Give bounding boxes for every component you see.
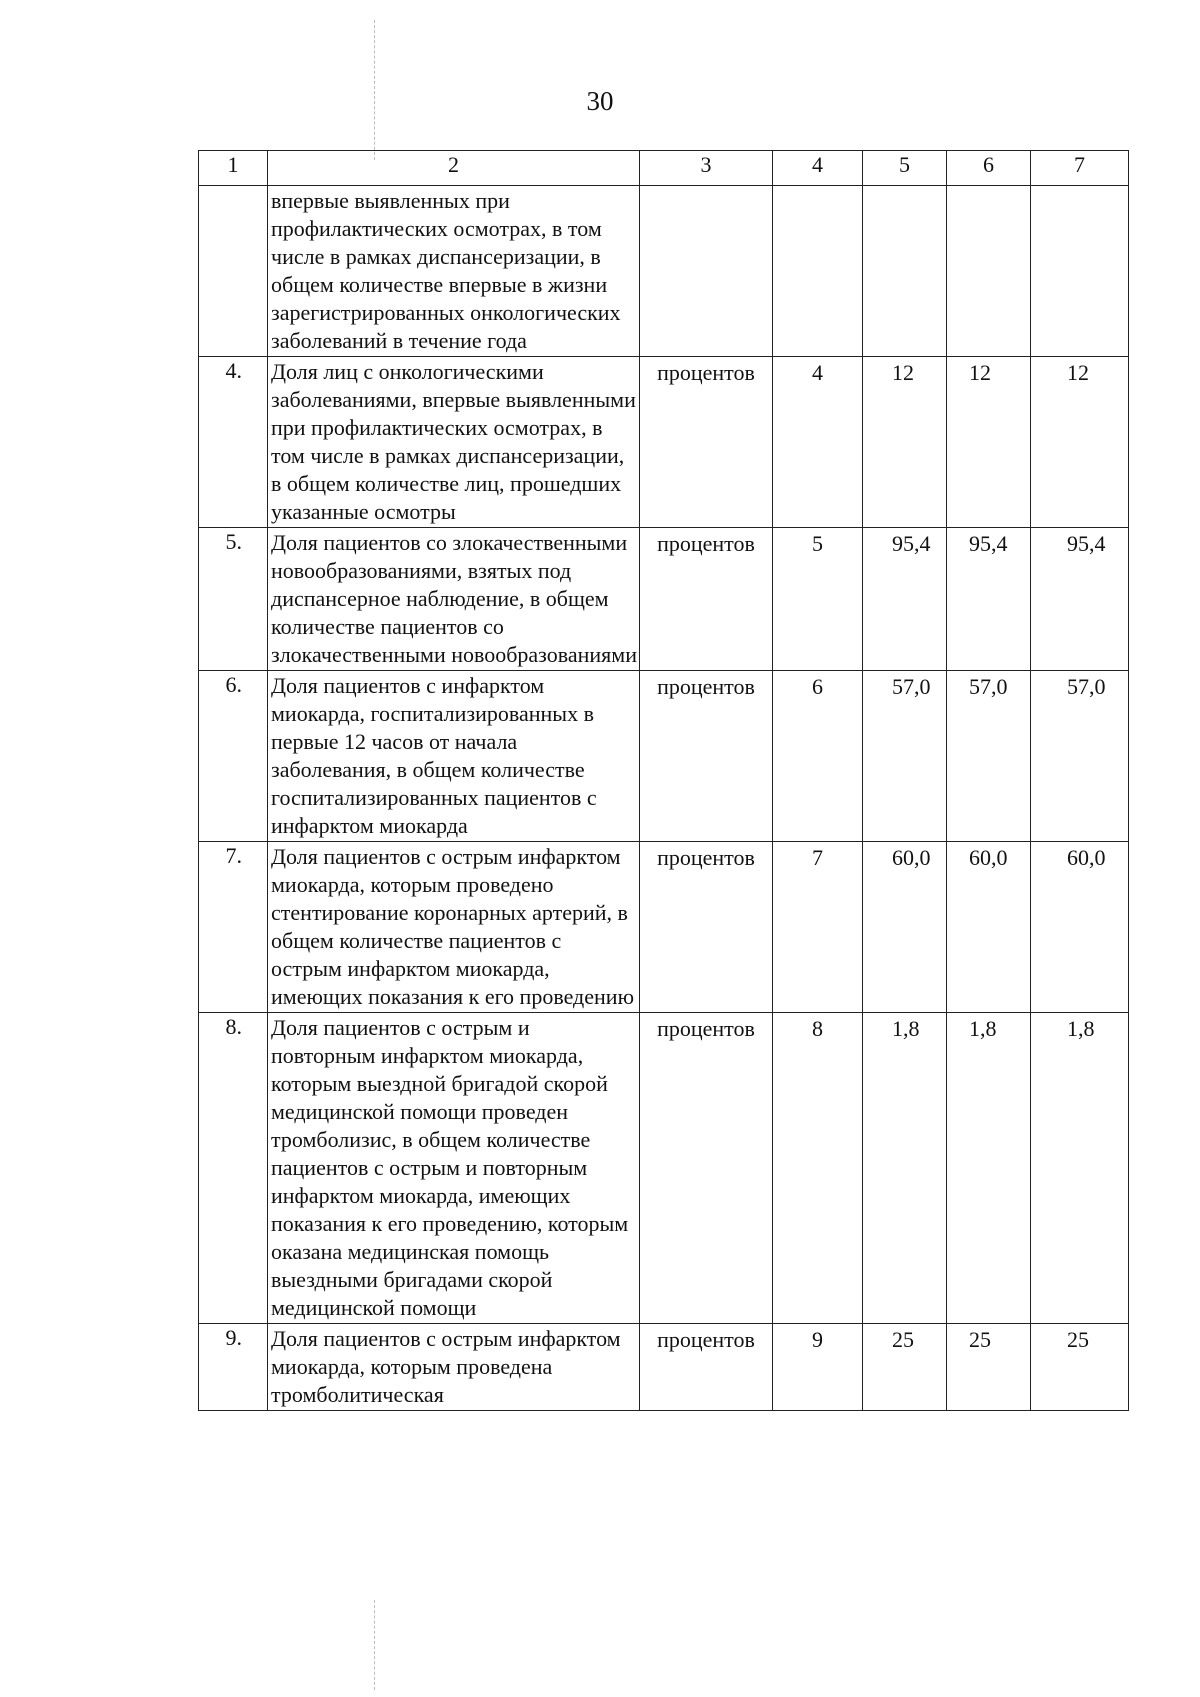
value-col-6: 1,8 (947, 1013, 1031, 1324)
value-col-5: 95,4 (863, 528, 947, 671)
header-cell-4: 4 (773, 151, 863, 186)
value-col-7 (1031, 186, 1129, 357)
header-cell-1: 1 (199, 151, 268, 186)
value-col-6: 25 (947, 1324, 1031, 1411)
unit-cell: процентов (640, 1013, 773, 1324)
unit-cell: процентов (640, 842, 773, 1013)
table-row (199, 528, 1129, 671)
unit-cell: процентов (640, 671, 773, 842)
unit-cell (640, 186, 773, 357)
value-col-4: 8 (773, 1013, 863, 1324)
indicator-name: Доля пациентов со злокачественными новообразованиями, взятых под диспансерное наблюдение, в общем количестве пациентов со злокачественными новообразованиями (268, 528, 640, 671)
value-col-4: 7 (773, 842, 863, 1013)
header-cell-5: 5 (863, 151, 947, 186)
table-row (199, 671, 1129, 842)
header-cell-3: 3 (640, 151, 773, 186)
value-col-4: 5 (773, 528, 863, 671)
indicators-table (198, 150, 1129, 1411)
table-header-row (199, 151, 1129, 186)
header-cell-7: 7 (1031, 151, 1129, 186)
page-number: 30 (586, 86, 614, 116)
value-col-6: 60,0 (947, 842, 1031, 1013)
scan-artifact-line-top (374, 20, 375, 160)
indicator-name: Доля пациентов с инфарктом миокарда, госпитализированных в первые 12 часов от начала заболевания, в общем количестве госпитализированных пациентов с инфарктом миокарда (268, 671, 640, 842)
indicator-name: впервые выявленных при профилактических осмотрах, в том числе в рамках диспансеризации, в общем количестве впервые в жизни зарегистрированных онкологических заболеваний в течение года (268, 186, 640, 357)
unit-cell: процентов (640, 1324, 773, 1411)
value-col-6 (947, 186, 1031, 357)
scan-artifact-line-bottom (374, 1600, 375, 1690)
unit-cell: процентов (640, 357, 773, 528)
row-number: 5. (199, 528, 268, 671)
value-col-6: 12 (947, 357, 1031, 528)
row-number (199, 186, 268, 357)
unit-cell: процентов (640, 528, 773, 671)
header-cell-6: 6 (947, 151, 1031, 186)
value-col-5 (863, 186, 947, 357)
value-col-5: 12 (863, 357, 947, 528)
indicator-name: Доля пациентов с острым инфарктом миокарда, которым проведено стентирование коронарных артерий, в общем количестве пациентов с острым инфарктом миокарда, имеющих показания к его проведению (268, 842, 640, 1013)
indicator-name: Доля пациентов с острым и повторным инфарктом миокарда, которым выездной бригадой скорой медицинской помощи проведен тромболизис, в общем количестве пациентов с острым и повторным инфарктом миокарда, имеющих показания к его проведению, которым оказана медицинская помощь выездными бригадами скорой медицинской помощи (268, 1013, 640, 1324)
table-row (199, 1013, 1129, 1324)
row-number: 6. (199, 671, 268, 842)
indicator-name: Доля пациентов с острым инфарктом миокарда, которым проведена тромболитическая (268, 1324, 640, 1411)
value-col-5: 57,0 (863, 671, 947, 842)
value-col-6: 57,0 (947, 671, 1031, 842)
table-row (199, 357, 1129, 528)
value-col-7: 60,0 (1031, 842, 1129, 1013)
table-row (199, 186, 1129, 357)
value-col-7: 1,8 (1031, 1013, 1129, 1324)
row-number: 7. (199, 842, 268, 1013)
value-col-6: 95,4 (947, 528, 1031, 671)
header-cell-2: 2 (268, 151, 640, 186)
row-number: 9. (199, 1324, 268, 1411)
row-number: 4. (199, 357, 268, 528)
value-col-7: 57,0 (1031, 671, 1129, 842)
value-col-4: 9 (773, 1324, 863, 1411)
value-col-5: 25 (863, 1324, 947, 1411)
row-number: 8. (199, 1013, 268, 1324)
value-col-7: 12 (1031, 357, 1129, 528)
indicator-name: Доля лиц с онкологическими заболеваниями, впервые выявленными при профилактических осмотрах, в том числе в рамках диспансеризации, в общем количестве лиц, прошедших указанные осмотры (268, 357, 640, 528)
value-col-5: 60,0 (863, 842, 947, 1013)
value-col-4 (773, 186, 863, 357)
value-col-7: 95,4 (1031, 528, 1129, 671)
table-row (199, 842, 1129, 1013)
value-col-4: 4 (773, 357, 863, 528)
value-col-7: 25 (1031, 1324, 1129, 1411)
value-col-4: 6 (773, 671, 863, 842)
value-col-5: 1,8 (863, 1013, 947, 1324)
table-row (199, 1324, 1129, 1411)
